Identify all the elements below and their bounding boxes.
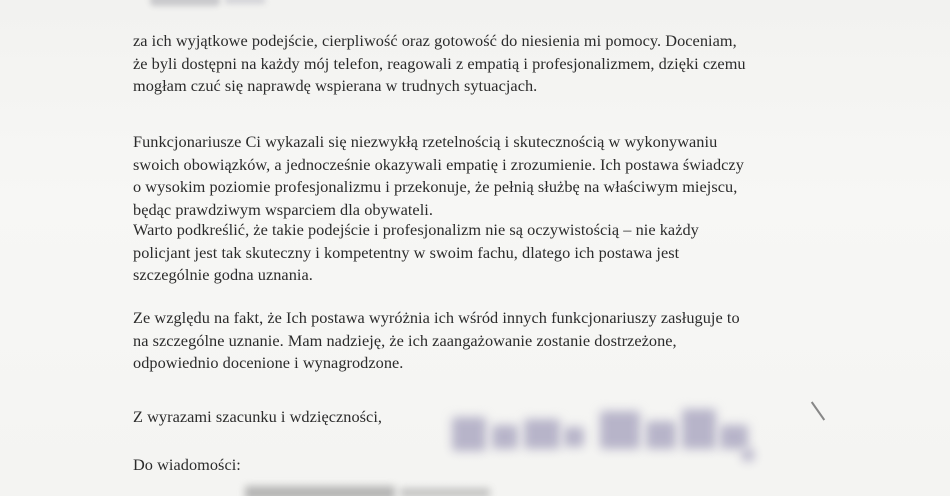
redacted-text-blur: [245, 486, 395, 496]
redacted-text-blur: [400, 488, 490, 496]
letter-paragraph-3: Warto podkreślić, że takie podejście i profesjonalizm nie są oczywistością – nie każdy policjant jest tak skuteczny i kompetentny w swoim fachu, dlatego ich postawa jest szczególnie godna uznania.: [133, 220, 699, 284]
redacted-text-blur: [225, 0, 265, 4]
redacted-text-blur: [150, 0, 220, 6]
letter-paragraph-1: za ich wyjątkowe podejście, cierpliwość oraz gotowość do niesienia mi pomocy. Doceniam, że byli dostępni na każdy mój telefon, reagowali z empatią i profesjonalizmem, dzięki czemu mogłam czuć się naprawdę wspierana w trudnych sytuacjach.: [133, 31, 746, 95]
letter-paragraph-4: Ze względu na fakt, że Ich postawa wyróżnia ich wśród innych funkcjonariuszy zasługuje to na szczególne uznanie. Mam nadzieję, że ich zaangażowanie zostanie dostrzeżone, odpowiednio docenione i wynagrodzone.: [133, 308, 740, 372]
letter-closing: Z wyrazami szacunku i wdzięczności,: [133, 407, 383, 426]
letter-paragraph-2: Funkcjonariusze Ci wykazali się niezwykłą rzetelnością i skutecznością w wykonywaniu swoich obowiązków, a jednocześnie okazywali empatię i zrozumienie. Ich postawa świadczy o wysokim poziomie profesjonalizmu i przekonuje, że pełnią służbę na właściwym miejscu, będąc prawdziwym wsparciem dla obywateli.: [133, 132, 744, 219]
blurred-signature: [452, 403, 762, 455]
cc-label: Do wiadomości:: [133, 455, 241, 474]
